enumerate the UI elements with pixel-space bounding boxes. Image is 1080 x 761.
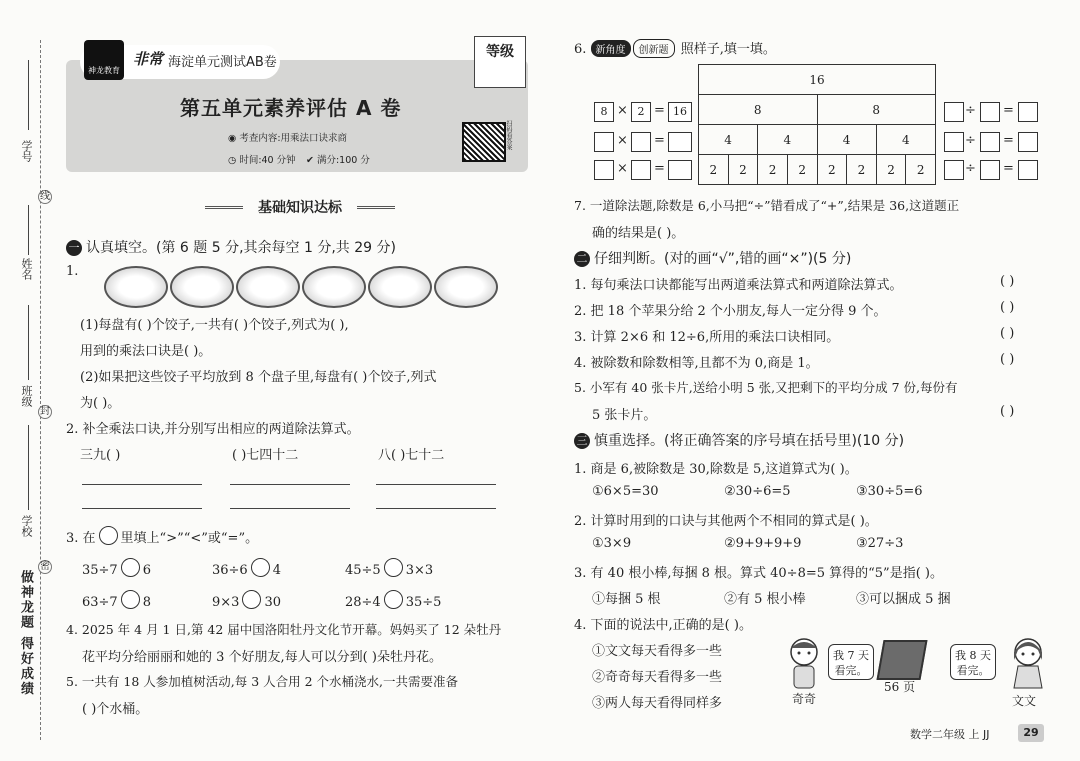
dumpling-plate-4 [302, 266, 366, 308]
wenwen-speech-bubble: 我 8 天看完。 [950, 644, 996, 680]
name-label: 姓名 [20, 258, 33, 280]
q4-line1: 4. 2025 年 4 月 1 日,第 42 届中国洛阳牡丹文化节开幕。妈妈买了 12 朵牡丹 [66, 622, 502, 637]
q6-text: 照样子,填一填。 [680, 42, 776, 57]
diagram-quarter: 4 [876, 125, 935, 155]
answer-box[interactable] [944, 160, 964, 180]
q2-answer-line-1[interactable] [82, 484, 202, 485]
compare-circle[interactable] [251, 558, 270, 577]
q3-right: 4 [272, 563, 281, 578]
judge-answer-4[interactable]: ( ) [1000, 352, 1015, 367]
part3-heading [574, 430, 904, 450]
diagram-eighth: 2 [728, 155, 758, 185]
q4-line2: 花平均分给丽丽和她的 3 个好朋友,每人可以分到( )朵牡丹花。 [82, 650, 442, 665]
q3-right: 35÷5 [405, 595, 442, 610]
q3-row1-item2 [212, 558, 281, 578]
example-box: 16 [668, 102, 692, 122]
choice-4: 4. 下面的说法中,正确的是( )。 [574, 618, 752, 633]
equals-sign: = [654, 161, 665, 176]
times-sign: × [617, 103, 628, 118]
qiqi-name: 奇奇 [792, 692, 817, 706]
answer-box[interactable] [594, 132, 614, 152]
q5-line1: 5. 一共有 18 人参加植树活动,每 3 人合用 2 个水桶浇水,一共需要准备 [66, 674, 458, 689]
equals-sign: = [1003, 103, 1014, 118]
choice-4-option-2[interactable]: ②奇奇每天看得多一些 [592, 670, 723, 685]
compare-circle[interactable] [121, 558, 140, 577]
diagram-eighth: 2 [847, 155, 877, 185]
divide-sign: ÷ [965, 103, 976, 118]
q3-left: 63÷7 [82, 595, 118, 610]
q3-row1-item3 [345, 558, 433, 578]
diagram-quarter: 4 [758, 125, 817, 155]
answer-box[interactable] [980, 132, 1000, 152]
qiqi-speech-bubble: 我 7 天看完。 [828, 644, 874, 680]
part2-heading [574, 248, 851, 268]
judge-item-2: 2. 把 18 个苹果分给 2 个小朋友,每人一定分得 9 个。 [574, 304, 887, 319]
school-field[interactable] [28, 425, 29, 510]
wenwen-figure-icon [1008, 636, 1048, 692]
name-field[interactable] [28, 205, 29, 255]
q1-part1-line2: 用到的乘法口诀是( )。 [80, 344, 212, 359]
book-pages: 56 页 [884, 680, 916, 694]
q2-answer-line-3[interactable] [376, 484, 496, 485]
dumpling-plate-3 [236, 266, 300, 308]
choice-2: 2. 计算时用到的口诀与其他两个不相同的算式是( )。 [574, 514, 878, 529]
choice-3: 3. 有 40 根小棒,每捆 8 根。算式 40÷8=5 算得的“5”是指( )。 [574, 566, 943, 581]
part3-number: 三 [574, 433, 590, 449]
class-field[interactable] [28, 305, 29, 380]
q3-right: 6 [142, 563, 151, 578]
q7-line1: 7. 一道除法题,除数是 6,小马把“÷”错看成了“+”,结果是 36,这道题正 [574, 198, 960, 213]
diagram-eighth: 2 [817, 155, 847, 185]
diagram-half: 8 [817, 95, 936, 125]
choice-3-option-2[interactable]: ②有 5 根小棒 [724, 592, 806, 607]
divide-sign: ÷ [965, 133, 976, 148]
diagram-eighth: 2 [787, 155, 817, 185]
choice-4-option-1[interactable]: ①文文每天看得多一些 [592, 644, 723, 659]
cut-mark: 线 [40, 191, 50, 202]
q2-answer-line-5[interactable] [230, 508, 350, 509]
q3-right: 3×3 [405, 563, 434, 578]
q1-part2-line1: (2)如果把这些饺子平均放到 8 个盘子里,每盘有( )个饺子,列式 [80, 370, 437, 385]
q2-text: 2. 补全乘法口诀,并分别写出相应的两道除法算式。 [66, 422, 360, 437]
judge-item-3: 3. 计算 2×6 和 12÷6,所用的乘法口诀相同。 [574, 330, 840, 345]
q3-left: 9×3 [212, 595, 240, 610]
q3-left: 28÷4 [345, 595, 381, 610]
q1-number: 1. [66, 264, 79, 279]
q2-item-1: 三九( ) [80, 448, 121, 463]
dumpling-plate-1 [104, 266, 168, 308]
answer-box[interactable] [980, 160, 1000, 180]
page-number: 29 [1018, 724, 1044, 742]
equals-sign: = [1003, 161, 1014, 176]
compare-circle[interactable] [121, 590, 140, 609]
diagram-total: 16 [699, 65, 936, 95]
answer-box[interactable] [1018, 160, 1038, 180]
answer-box[interactable] [594, 160, 614, 180]
divide-sign: ÷ [965, 161, 976, 176]
time-limit: ◷ 时间:40 分钟 [228, 155, 296, 166]
times-sign: × [617, 133, 628, 148]
part1-heading [66, 237, 396, 257]
q5-line2: ( )个水桶。 [82, 702, 149, 717]
cut-mark: 封 [40, 406, 50, 417]
part3-title: 慎重选择。(将正确答案的序号填在括号里)(10 分) [594, 433, 905, 449]
q6-heading [574, 38, 776, 58]
answer-box[interactable] [631, 160, 651, 180]
diagram-quarter: 4 [699, 125, 758, 155]
judge-answer-2[interactable]: ( ) [1000, 300, 1015, 315]
qiqi-figure-icon [784, 636, 824, 692]
judge-item-5: 5. 小军有 40 张卡片,送给小明 5 张,又把剩下的平均分成 7 份,每份有 [574, 380, 958, 395]
section-banner-text: 基础知识达标 [258, 200, 342, 216]
series-title: 海淀单元测试AB卷 [168, 55, 277, 70]
q3-right: 8 [142, 595, 151, 610]
compare-circle[interactable] [384, 558, 403, 577]
choice-2-option-1[interactable]: ①3×9 [592, 536, 632, 551]
choice-2-option-2[interactable]: ②9+9+9+9 [724, 536, 802, 551]
times-sign: × [617, 161, 628, 176]
equals-sign: = [1003, 133, 1014, 148]
judge-answer-5[interactable]: ( ) [1000, 404, 1015, 419]
diagram-eighth: 2 [699, 155, 729, 185]
content-scope: ◉ 考查内容:用乘法口诀求商 [228, 133, 348, 144]
part1-title: 认真填空。(第 6 题 5 分,其余每空 1 分,共 29 分) [86, 240, 396, 256]
choice-1-option-1[interactable]: ①6×5=30 [592, 484, 659, 499]
q2-answer-line-4[interactable] [82, 508, 202, 509]
choice-4-option-3[interactable]: ③两人每天看得同样多 [592, 696, 723, 711]
judge-item-1: 1. 每句乘法口诀都能写出两道乘法算式和两道除法算式。 [574, 278, 903, 293]
q2-answer-line-6[interactable] [376, 508, 496, 509]
diagram-eighth: 2 [876, 155, 906, 185]
judge-answer-3[interactable]: ( ) [1000, 326, 1015, 341]
diagram-eighth: 2 [758, 155, 788, 185]
diagram-eighth: 2 [906, 155, 936, 185]
choice-3-option-1[interactable]: ①每捆 5 根 [592, 592, 661, 607]
example-box: 8 [594, 102, 614, 122]
school-label: 学校 [20, 515, 33, 537]
brand-logo: 神龙教育 [84, 40, 124, 80]
answer-box[interactable] [980, 102, 1000, 122]
grade-box[interactable] [474, 36, 526, 88]
time-limit-text: 时间:40 分钟 [239, 155, 296, 166]
q3-row2-item2 [212, 590, 281, 610]
student-id-field[interactable] [28, 60, 29, 130]
q1-part1-line1: (1)每盘有( )个饺子,一共有( )个饺子,列式为( ), [80, 318, 349, 333]
q3-left: 35÷7 [82, 563, 118, 578]
choice-1-option-2[interactable]: ②30÷6=5 [724, 484, 791, 499]
motto-text: 做神龙题 得好成绩 [18, 570, 33, 697]
q1-part2-line2: 为( )。 [80, 396, 121, 411]
choice-1: 1. 商是 6,被除数是 30,除数是 5,这道算式为( )。 [574, 462, 858, 477]
q3-row2-item3 [345, 590, 441, 610]
equals-sign: = [654, 103, 665, 118]
binding-dash-line [40, 40, 41, 740]
answer-box[interactable] [944, 102, 964, 122]
book-icon [876, 640, 927, 680]
judge-answer-1[interactable]: ( ) [1000, 274, 1015, 289]
qr-code[interactable] [462, 122, 506, 162]
grade-label: 等级 [486, 44, 514, 60]
wenwen-name: 文文 [1012, 694, 1037, 708]
full-score: ✔ 满分:100 分 [306, 155, 370, 166]
compare-circle[interactable] [242, 590, 261, 609]
q3-pre: 3. 在 [66, 531, 96, 546]
q7-line2: 确的结果是( )。 [592, 226, 685, 241]
q3-right: 30 [264, 595, 281, 610]
part2-number: 二 [574, 251, 590, 267]
q3-left: 36÷6 [212, 563, 248, 578]
q2-item-2: ( )七四十二 [232, 448, 299, 463]
innovative-badge: 创新题 [633, 39, 675, 58]
answer-box[interactable] [631, 132, 651, 152]
answer-box[interactable] [944, 132, 964, 152]
qr-note: 扫码看答案 [505, 120, 512, 150]
footer-text: 数学二年级 上 JJ [910, 728, 990, 741]
class-label: 班级 [20, 385, 33, 407]
cut-mark: 密 [40, 561, 50, 572]
full-score-text: 满分:100 分 [316, 155, 370, 166]
compare-circle[interactable] [384, 590, 403, 609]
answer-box[interactable] [668, 132, 692, 152]
brand-mark: 非常 [133, 50, 164, 68]
dumpling-plate-5 [368, 266, 432, 308]
q6-number: 6. [574, 42, 587, 57]
circle-icon [99, 526, 118, 545]
q3-post: 里填上“>”“<”或“=”。 [120, 531, 259, 546]
choice-1-option-3[interactable]: ③30÷5=6 [856, 484, 923, 499]
answer-box[interactable] [1018, 132, 1038, 152]
part1-number: 一 [66, 240, 82, 256]
q3-row2-item1 [82, 590, 151, 610]
student-id-label: 学号 [20, 140, 33, 162]
content-scope-text: 考查内容:用乘法口诀求商 [239, 133, 348, 144]
choice-2-option-3[interactable]: ③27÷3 [856, 536, 904, 551]
answer-box[interactable] [668, 160, 692, 180]
q3-left: 45÷5 [345, 563, 381, 578]
q2-item-3: 八( )七十二 [378, 448, 445, 463]
page-title: 第五单元素养评估 A 卷 [180, 96, 402, 120]
equals-sign: = [654, 133, 665, 148]
example-box: 2 [631, 102, 651, 122]
new-angle-badge: 新角度 [591, 40, 631, 57]
division-diagram [698, 64, 936, 185]
answer-box[interactable] [1018, 102, 1038, 122]
dumpling-plate-6 [434, 266, 498, 308]
section-banner [195, 197, 405, 217]
part2-title: 仔细判断。(对的画“√”,错的画“×”)(5 分) [594, 251, 852, 267]
q3-text [66, 526, 258, 546]
judge-item-4: 4. 被除数和除数相等,且都不为 0,商是 1。 [574, 356, 819, 371]
judge-item-5b: 5 张卡片。 [592, 408, 657, 423]
q3-row1-item1 [82, 558, 151, 578]
diagram-quarter: 4 [817, 125, 876, 155]
q2-answer-line-2[interactable] [230, 484, 350, 485]
diagram-half: 8 [699, 95, 818, 125]
choice-3-option-3[interactable]: ③可以捆成 5 捆 [856, 592, 951, 607]
dumpling-plate-2 [170, 266, 234, 308]
